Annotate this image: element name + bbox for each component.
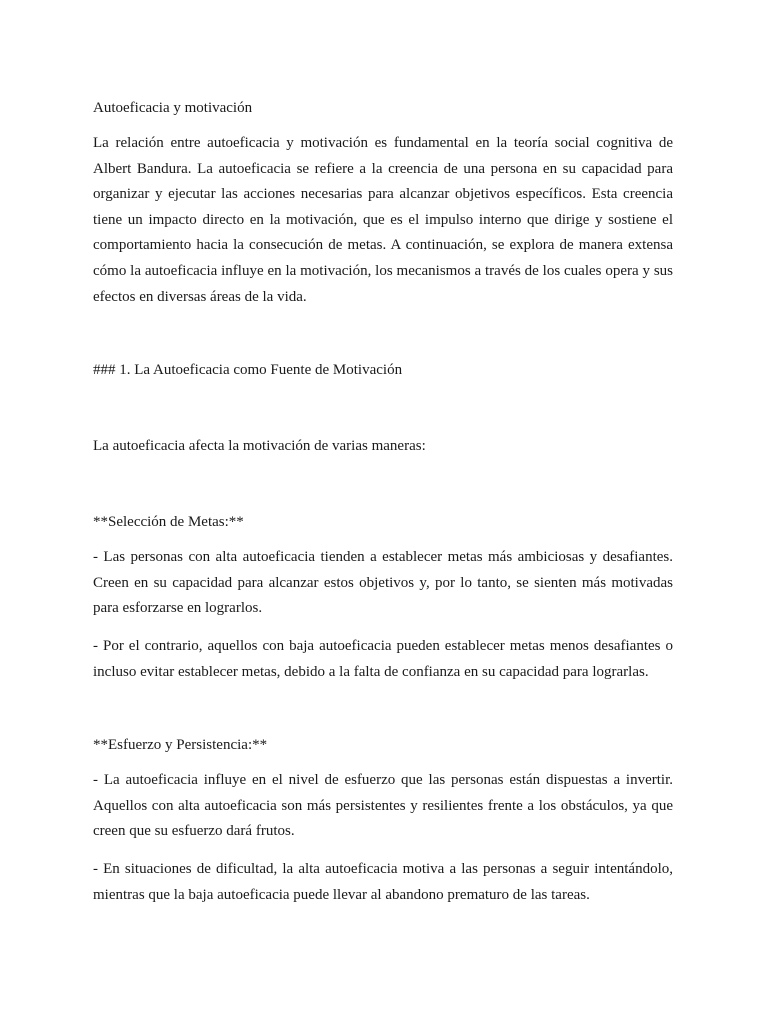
effort-persistence-point-2: - En situaciones de dificultad, la alta autoeficacia motiva a las personas a seguir intentándolo, mientras que la baja autoeficacia puede llevar al abandono prematuro de las tareas.: [93, 861, 673, 903]
section-heading: ### 1. La Autoeficacia como Fuente de Motivación: [93, 362, 403, 378]
goal-selection-heading: **Selección de Metas:**: [93, 514, 244, 530]
document-title: Autoeficacia y motivación: [93, 100, 253, 116]
goal-selection-point-1: - Las personas con alta autoeficacia tienden a establecer metas más ambiciosas y desafiantes. Creen en su capacidad para alcanzar estos objetivos y, por lo tanto, se sienten más motivadas para esforzarse en lograrlos.: [93, 549, 673, 617]
effort-persistence-heading: **Esfuerzo y Persistencia:**: [93, 737, 268, 753]
intro-paragraph: La relación entre autoeficacia y motivación es fundamental en la teoría social cognitiva de Albert Bandura. La autoeficacia se refiere a la creencia de una persona en su capacidad para organizar y ejecutar las acciones necesarias para alcanzar objetivos específicos. Esta creencia tiene un impacto directo en la motivación, que es el impulso interno que dirige y sostiene el comportamiento hacia la consecución de metas. A continuación, se explora de manera extensa cómo la autoeficacia influye en la motivación, los mecanismos a través de los cuales opera y sus efectos en diversas áreas de la vida.: [93, 135, 673, 305]
goal-selection-point-2: - Por el contrario, aquellos con baja autoeficacia pueden establecer metas menos desafiantes o incluso evitar establecer metas, debido a la falta de confianza en su capacidad para lograrlas.: [93, 638, 673, 680]
section-intro: La autoeficacia afecta la motivación de varias maneras:: [93, 438, 426, 454]
effort-persistence-point-1: - La autoeficacia influye en el nivel de esfuerzo que las personas están dispuestas a invertir. Aquellos con alta autoeficacia son más persistentes y resilientes frente a los obstáculos, ya que creen que su esfuerzo dará frutos.: [93, 772, 673, 840]
